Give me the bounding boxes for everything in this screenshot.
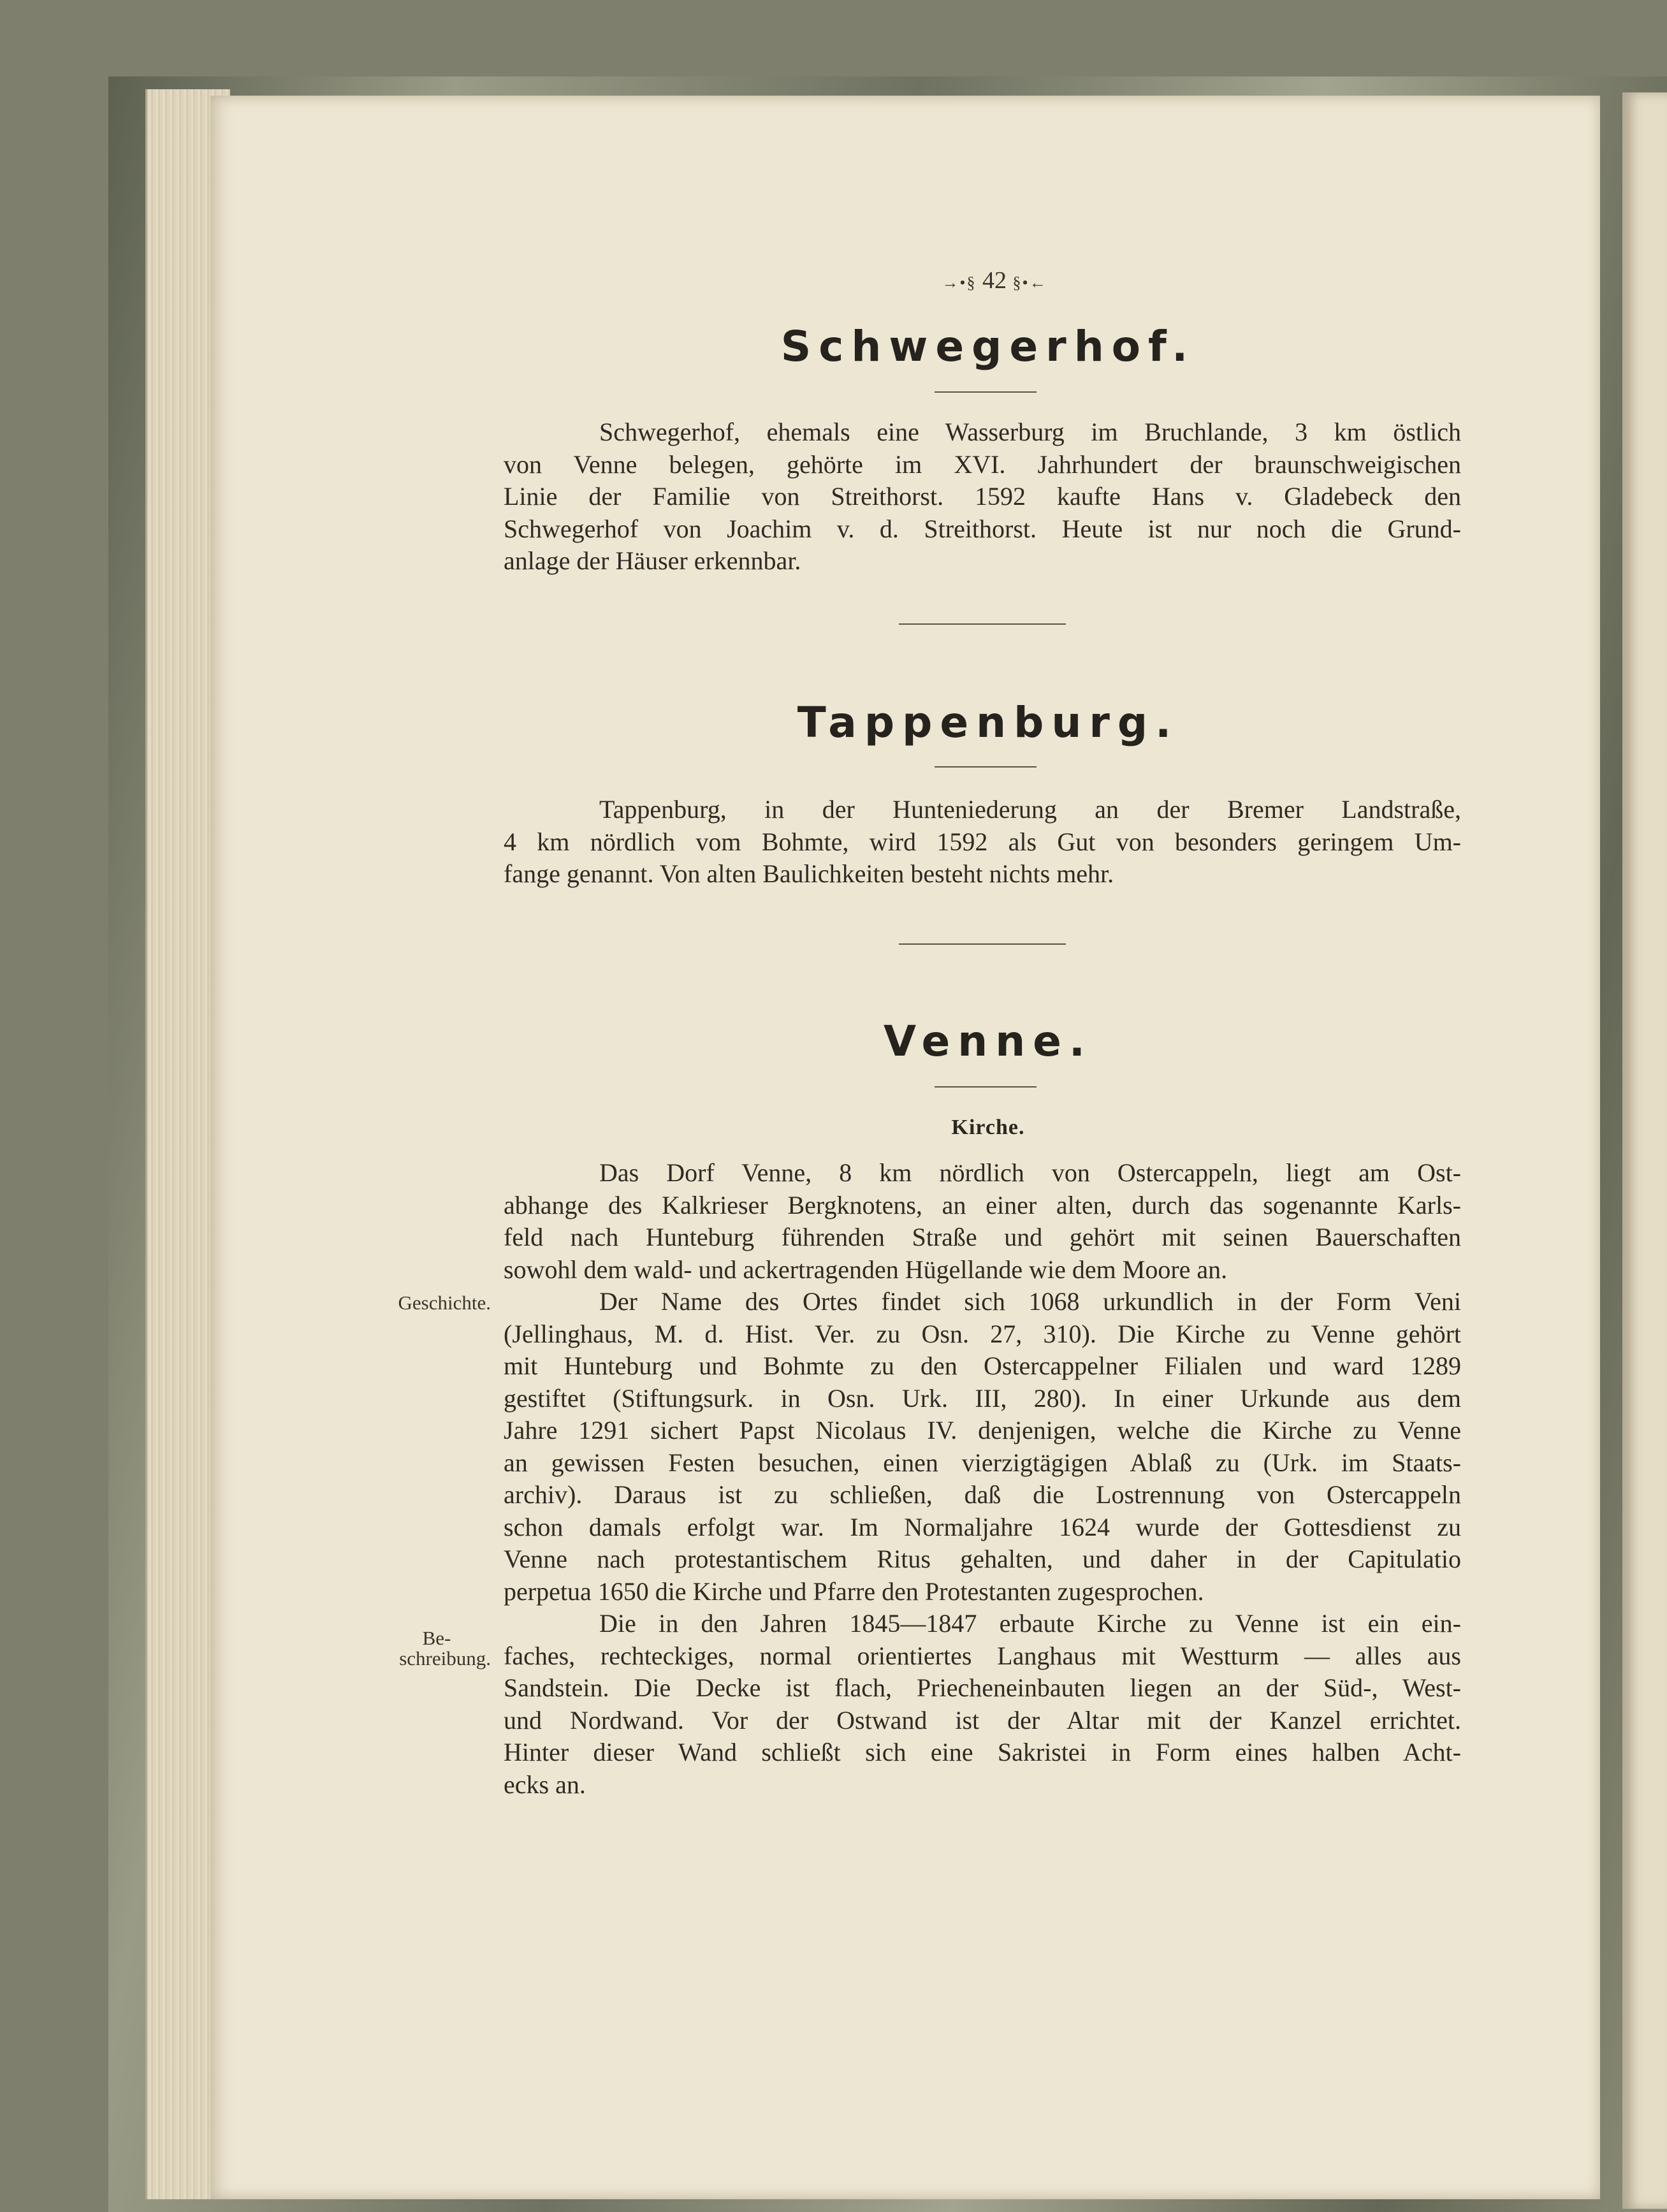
title-rule [935, 766, 1037, 768]
paragraph-schwegerhof [504, 416, 1461, 578]
text-line: Linie der Familie von Streithorst. 1592 kaufte Hans v. Gladebeck den [504, 482, 1461, 511]
margin-note-line: schreibung. [399, 1647, 491, 1670]
subheading-kirche: Kirche. [951, 1116, 1025, 1139]
title-rule [935, 1086, 1037, 1088]
text-line: Schwegerhof von Joachim v. d. Streithorst. Heute ist nur noch die Grund- [504, 514, 1461, 543]
ornament-left: →•§ [942, 273, 977, 292]
text-line: Schwegerhof, ehemals eine Wasserburg im Bruchlande, 3 km östlich [599, 418, 1461, 446]
section-divider [899, 943, 1066, 945]
text-line: feld nach Hunteburg führenden Straße und gehört mit seinen Bauerschaften [504, 1223, 1461, 1251]
margin-note-line: Be- [422, 1627, 451, 1649]
paragraph-tappenburg [504, 794, 1461, 891]
paragraph-venne [504, 1157, 1461, 1801]
text-line: anlage der Häuser erkennbar. [504, 546, 801, 575]
text-line: faches, rechteckiges, normal orientiertes Langhaus mit Westturm — alles aus [504, 1641, 1461, 1670]
text-line: abhange des Kalkrieser Bergknotens, an einer alten, durch das sogenannte Karls- [504, 1190, 1461, 1219]
text-line: mit Hunteburg und Bohmte zu den Ostercappelner Filialen und ward 1289 [504, 1351, 1461, 1380]
margin-note-beschreibung [357, 1628, 491, 1669]
text-line: und Nordwand. Vor der Ostwand ist der Altar mit der Kanzel errichtet. [504, 1705, 1461, 1735]
text-line: Die in den Jahren 1845—1847 erbaute Kirche zu Venne ist ein ein- [599, 1609, 1461, 1638]
section-title-venne: Venne. [883, 1017, 1093, 1066]
page-number-header [918, 266, 1071, 295]
text-line: ecks an. [504, 1770, 586, 1799]
page-number: 42 [982, 267, 1007, 294]
text-line: archiv). Daraus ist zu schließen, daß die Lostrennung von Ostercappeln [504, 1480, 1461, 1509]
text-line: Das Dorf Venne, 8 km nördlich von Ostercappeln, liegt am Ost- [599, 1158, 1461, 1187]
section-divider [899, 623, 1066, 625]
title-rule [935, 391, 1037, 393]
facing-page-edge [1622, 92, 1667, 2209]
text-line: Venne nach protestantischem Ritus gehalten, und daher in der Capitulatio [504, 1545, 1461, 1573]
text-line: sowohl dem wald- und ackertragenden Hügellande wie dem Moore an. [504, 1255, 1228, 1284]
text-line: perpetua 1650 die Kirche und Pfarre den Protestanten zugesprochen. [504, 1576, 1204, 1606]
text-line: Der Name des Ortes findet sich 1068 urkundlich in der Form Veni [599, 1287, 1461, 1316]
margin-note-geschichte: Geschichte. [398, 1292, 491, 1314]
book-page [210, 96, 1600, 2199]
ornament-right: §•← [1012, 273, 1047, 292]
text-line: von Venne belegen, gehörte im XVI. Jahrhundert der braunschweigischen [504, 449, 1461, 479]
text-line: 4 km nördlich vom Bohmte, wird 1592 als Gut von besonders geringem Um- [504, 827, 1461, 856]
text-line: schon damals erfolgt war. Im Normaljahre 1624 wurde der Gottesdienst zu [504, 1512, 1461, 1541]
text-line: an gewissen Festen besuchen, einen vierzigtägigen Ablaß zu (Urk. im Staats- [504, 1448, 1461, 1477]
text-line: fange genannt. Von alten Baulichkeiten besteht nichts mehr. [504, 859, 1114, 888]
section-title-tappenburg: Tappenburg. [797, 698, 1179, 747]
text-line: (Jellinghaus, M. d. Hist. Ver. zu Osn. 27, 310). Die Kirche zu Venne gehört [504, 1319, 1461, 1348]
section-title-schwegerhof: Schwegerhof. [780, 322, 1196, 371]
text-line: Tappenburg, in der Hunteniederung an der Bremer Landstraße, [599, 795, 1461, 824]
text-line: Hinter dieser Wand schließt sich eine Sakristei in Form eines halben Acht- [504, 1738, 1461, 1766]
text-line: gestiftet (Stiftungsurk. in Osn. Urk. III, 280). In einer Urkunde aus dem [504, 1383, 1461, 1413]
text-line: Sandstein. Die Decke ist flach, Priecheneinbauten liegen an der Süd-, West- [504, 1673, 1461, 1702]
text-line: Jahre 1291 sichert Papst Nicolaus IV. denjenigen, welche die Kirche zu Venne [504, 1416, 1461, 1444]
